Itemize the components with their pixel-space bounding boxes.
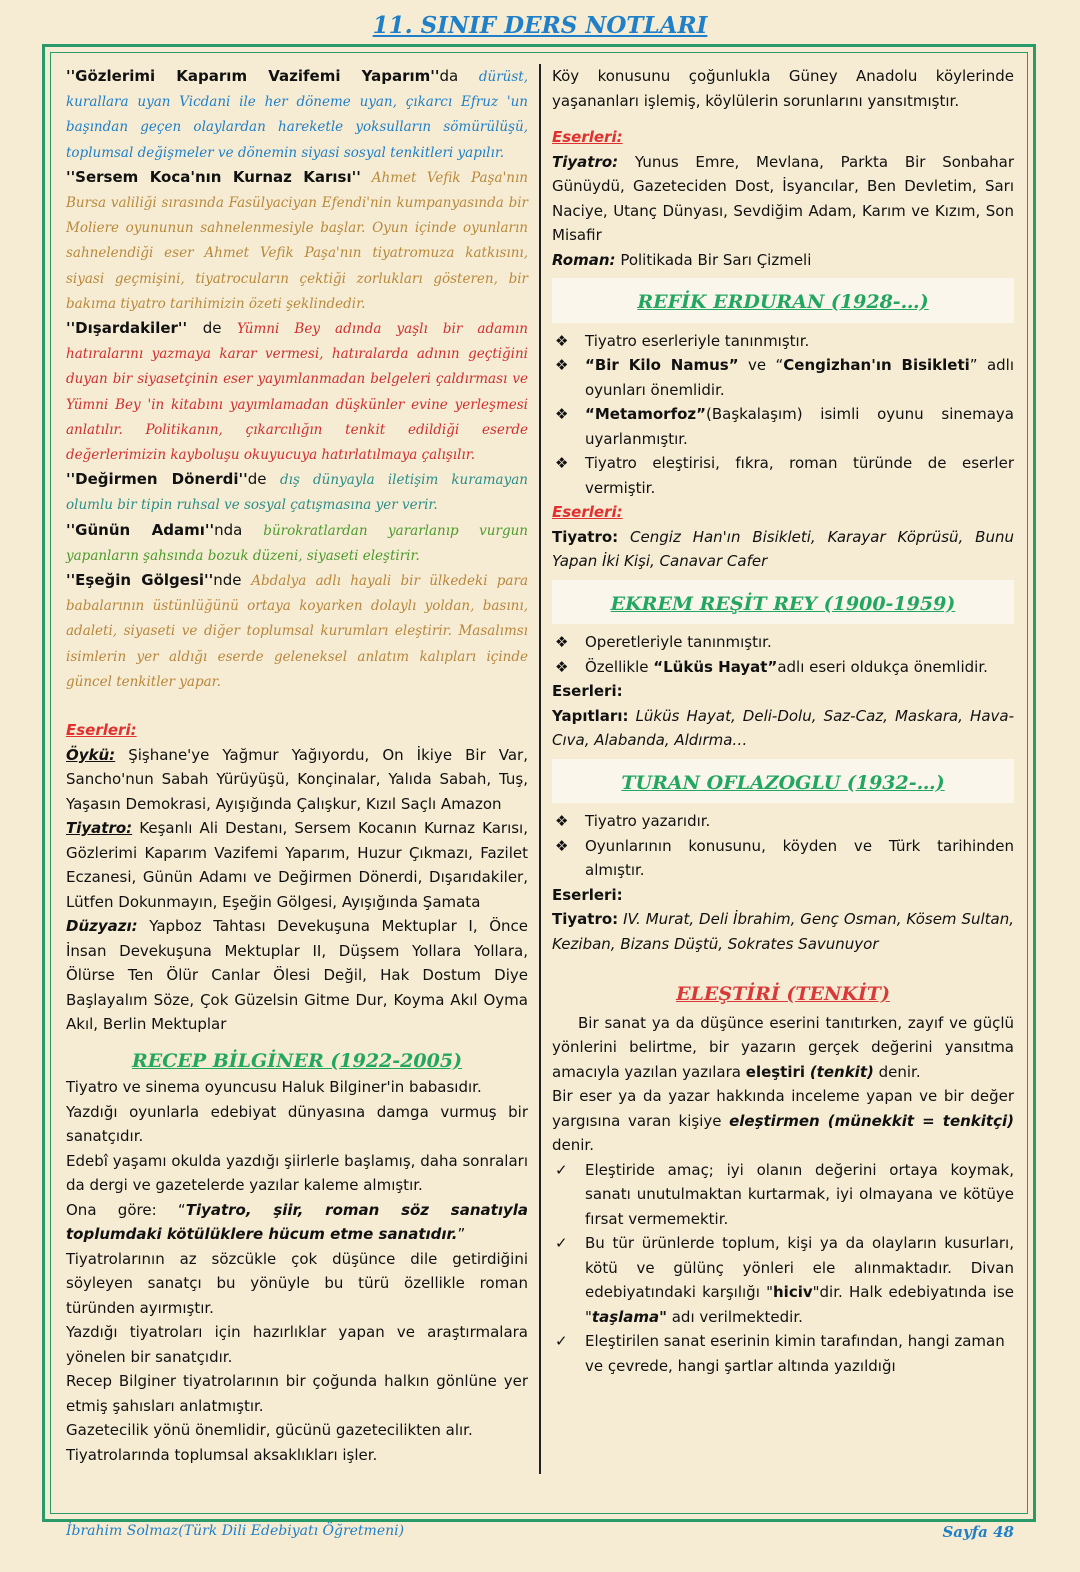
- work-descriptions: [66, 64, 528, 694]
- elestiri-checklist: [552, 1158, 1014, 1379]
- eserleri-label: Eserleri:: [552, 128, 623, 146]
- tiyatro-works: Tiyatro: Keşanlı Ali Destanı, Sersem Kocanın Kurnaz Karısı, Gözlerimi Kaparım Vazifemi Yaparım, Huzur Çıkmazı, Fazilet Eczanesi, Günün Adamı ve Değirmen Dönerdi, Dışarıdakiler, Lütfen Dokunmayın, Eşeğin Gölgesi, Ayışığında Şamata: [66, 819, 528, 911]
- recep-paragraph: Tiyatrolarında toplumsal aksaklıkları işler.: [66, 1445, 378, 1464]
- eserleri-label: Eserleri:: [66, 721, 137, 740]
- recep-paragraph: Tiyatro ve sinema oyuncusu Haluk Bilginer'in babasıdır.: [66, 1078, 482, 1097]
- check-icon: ✓: [555, 1234, 568, 1252]
- work-description: ''Dışardakiler'' de Yümni Bey adında yaşlı bir adamın hatıralarını yazmaya karar vermesi, hatıralarda adının geçtiğini duyan bir siyasetçinin eser yayımlanmadan belgeleri çaldırması ve Yümni Bey 'in kitabını yayımlamadan düşkünler evine yerleşmesi anlatılır. Politikanın, çıkarcılığın tenkit edildiği eserde değerlerimizin kayboluşu okuyucuya hatırlatılmaya çalışılır.: [66, 319, 528, 464]
- recep-paragraph: Yazdığı oyunlarla edebiyat dünyasına damga vurmuş bir sanatçıdır.: [66, 1102, 528, 1146]
- turan-eserleri-label: Eserleri:: [552, 885, 623, 904]
- list-item: ❖ Özellikle “Lüküs Hayat”adlı eseri oldukça önemlidir.: [552, 655, 1014, 680]
- ekrem-bullets: [552, 630, 1014, 679]
- refik-erduran-heading: REFİK ERDURAN (1928-…): [552, 278, 1014, 323]
- refik-tiyatro-works: Tiyatro: Cengiz Han'ın Bisikleti, Karayar Köprüsü, Bunu Yapan İki Kişi, Canavar Cafer: [552, 527, 1014, 570]
- diamond-bullet-icon: ❖: [555, 331, 569, 350]
- diamond-bullet-icon: ❖: [555, 405, 569, 423]
- list-item: ❖ “Metamorfoz”(Başkalaşım) isimli oyunu sinemaya uyarlanmıştır.: [552, 402, 1014, 451]
- work-description: ''Gözlerimi Kaparım Vazifemi Yaparım''da dürüst, kurallara uyan Vicdani ile her döneme uyan, çıkarcı Efruz 'un başından geçen olaylardan hareketle yoksulların sömürülüşü, toplumsal değişmeler ve dönemin siyasi sosyal tenkitleri yapılır.: [66, 67, 528, 161]
- footer-author: İbrahim Solmaz(Türk Dili Edebiyatı Öğretmeni): [66, 1523, 405, 1539]
- page-title: 11. SINIF DERS NOTLARI: [372, 12, 708, 39]
- check-icon: ✓: [555, 1160, 568, 1179]
- list-item: ❖ Tiyatro eserleriyle tanınmıştır.: [552, 329, 1014, 354]
- work-description: ''Değirmen Dönerdi''de dış dünyayla iletişim kuramayan olumlu bir tipin ruhsal ve sosyal çatışmasına yer verir.: [66, 470, 528, 514]
- footer-page-number: Sayfa 48: [942, 1523, 1014, 1541]
- work-description: ''Eşeğin Gölgesi''nde Abdalya adlı hayali bir ülkedeki para babalarının üstünlüğünü ortaya koyarken dolaylı yoldan, basını, adaleti, siyaseti ve diğer toplumsal kurumları eleştirir. Masalımsı isimlerin yer aldığı eserde geleneksel anlatım kalıpları içinde güncel tenkitler yapar.: [66, 571, 528, 690]
- recep-paragraph: Tiyatrolarının az sözcükle çok düşünce dile getirdiğini söyleyen sanatçı bu yönüyle bu türü özellikle roman türünden ayırmıştır.: [66, 1249, 528, 1317]
- eserleri-label: Eserleri:: [552, 503, 623, 521]
- diamond-bullet-icon: ❖: [555, 633, 569, 651]
- left-column: [66, 64, 528, 1467]
- list-item: ✓ Eleştirilen sanat eserinin kimin tarafından, hangi zaman ve çevrede, hangi şartlar altında yazıldığı: [552, 1329, 1014, 1378]
- ekrem-yapitlari: Yapıtları: Lüküs Hayat, Deli-Dolu, Saz-Caz, Maskara, Hava-Cıva, Alabanda, Aldırma…: [552, 706, 1014, 749]
- turan-tiyatro-works: Tiyatro: IV. Murat, Deli İbrahim, Genç Osman, Kösem Sultan, Keziban, Bizans Düştü, Sokrates Savunuyor: [552, 910, 1014, 953]
- diamond-bullet-icon: ❖: [555, 657, 569, 676]
- turan-bullets: [552, 809, 1014, 883]
- recep-paragraph: Recep Bilginer tiyatrolarının bir çoğunda halkın gönlüne yer etmiş şahısları anlatmıştır.: [66, 1372, 528, 1415]
- duzyazi-works: Düzyazı: Yapboz Tahtası Devekuşuna Mektuplar I, Önce İnsan Devekuşuna Mektuplar II, Düşsem Yollara Yollara, Ölürse Ten Ölür Canlar Ölesi Değil, Hak Dostum Diye Başlayalım Söze, Çok Güzelsin Gitme Dur, Koyma Akıl Oyma Akıl, Berlin Mektuplar: [66, 917, 528, 1034]
- diamond-bullet-icon: ❖: [555, 812, 569, 830]
- work-description: ''Sersem Koca'nın Kurnaz Karısı'' Ahmet Vefik Paşa'nın Bursa valiliği sırasında Fasülyaciyan Efendi'nin kumpanyasında bir Moliere oyununun sahnelenmesiyle başlar. Oyun içinde oyunların sahnelendiği eser Ahmet Vefik Paşa'nın tiyatromuza katkısını, siyasi geçmişini, tiyatrocuların çektiği zorlukları gösteren, bir bakıma tiyatro tarihimizin özeti şeklindedir.: [66, 167, 528, 312]
- tiyatro-works: Tiyatro: Yunus Emre, Mevlana, Parkta Bir Sonbahar Günüydü, Gazeteciden Dost, İsyancılar, Ben Devletim, Sarı Naciye, Utanç Dünyası, Sevdiğim Adam, Karım ve Kızım, Son Misafir: [552, 152, 1014, 244]
- refik-bullets: [552, 329, 1014, 501]
- elestiri-definition: Bir sanat ya da düşünce eserini tanıtırken, zayıf ve güçlü yönlerini belirtme, bir yazarın gerçek değerini yansıtma amacıyla yazılan yazılara eleştiri (tenkit) denir.: [552, 1013, 1014, 1081]
- roman-works: Roman: Politikada Bir Sarı Çizmeli: [552, 250, 812, 269]
- diamond-bullet-icon: ❖: [555, 356, 569, 374]
- turan-oflazoglu-heading: TURAN OFLAZOGLU (1932-…): [552, 759, 1014, 804]
- work-description: ''Günün Adamı''nda bürokratlardan yararlanıp vurgun yapanların şahsında bozuk düzeni, siyaseti eleştirir.: [66, 520, 528, 564]
- list-item: ❖ “Bir Kilo Namus” ve “Cengizhan'ın Bisikleti” adlı oyunları önemlidir.: [552, 353, 1014, 402]
- oyku-works: Öykü: Şişhane'ye Yağmur Yağıyordu, On İkiye Bir Var, Sancho'nun Sabah Yürüyüşü, Konçinalar, Yalıda Sabah, Tuş, Yaşasın Demokrasi, Ayışığında Çalışkur, Kızıl Saçlı Amazon: [66, 745, 528, 813]
- ekrem-resit-rey-heading: EKREM REŞİT REY (1900-1959): [552, 580, 1014, 625]
- diamond-bullet-icon: ❖: [555, 836, 569, 855]
- list-item: ❖ Tiyatro eleştirisi, fıkra, roman türünde de eserler vermiştir.: [552, 451, 1014, 500]
- list-item: ✓ Bu tür ürünlerde toplum, kişi ya da olayların kusurları, kötü ve gülünç yönleri ele alınmaktadır. Divan edebiyatındaki karşılığı "hiciv"dir. Halk edebiyatında ise "taşlama" adı verilmektedir.: [552, 1231, 1014, 1329]
- list-item: ❖ Tiyatro yazarıdır.: [552, 809, 1014, 834]
- elestiri-heading: ELEŞTİRİ (TENKİT): [676, 983, 890, 1005]
- check-icon: ✓: [555, 1332, 568, 1350]
- recep-paragraph: Edebî yaşamı okulda yazdığı şiirlerle başlamış, daha sonraları da dergi ve gazetelerde yazılar kaleme almıştır.: [66, 1151, 528, 1195]
- right-column: [552, 64, 1014, 1378]
- recep-quote: Ona göre: “Tiyatro, şiir, roman söz sanatıyla toplumdaki kötülüklere hücum etme sanatıdır.”: [66, 1200, 529, 1244]
- list-item: ❖ Operetleriyle tanınmıştır.: [552, 630, 1014, 655]
- recep-bilginer-heading: RECEP BİLGİNER (1922-2005): [131, 1049, 463, 1072]
- diamond-bullet-icon: ❖: [555, 454, 569, 472]
- list-item: ✓ Eleştiride amaç; iyi olanın değerini ortaya koymak, sanatı unutulmaktan kurtarmak, iyi olmayana ve kötüye fırsat vermemektir.: [552, 1158, 1014, 1232]
- recep-paragraph: Yazdığı tiyatroları için hazırlıklar yapan ve araştırmalara yönelen bir sanatçıdır.: [66, 1323, 528, 1366]
- column-divider: [539, 64, 541, 1474]
- recep-paragraph: Gazetecilik yönü önemlidir, gücünü gazetecilikten alır.: [66, 1421, 473, 1440]
- elestirmen-definition: Bir eser ya da yazar hakkında inceleme yapan ve bir değer yargısına varan kişiye eleştirmen (münekkit = tenkitçi) denir.: [552, 1087, 1014, 1154]
- village-intro: Köy konusunu çoğunlukla Güney Anadolu köylerinde yaşananları işlemiş, köylülerin sorunlarını yansıtmıştır.: [552, 67, 1014, 110]
- ekrem-eserleri-label: Eserleri:: [552, 682, 623, 700]
- list-item: ❖ Oyunlarının konusunu, köyden ve Türk tarihinden almıştır.: [552, 834, 1014, 883]
